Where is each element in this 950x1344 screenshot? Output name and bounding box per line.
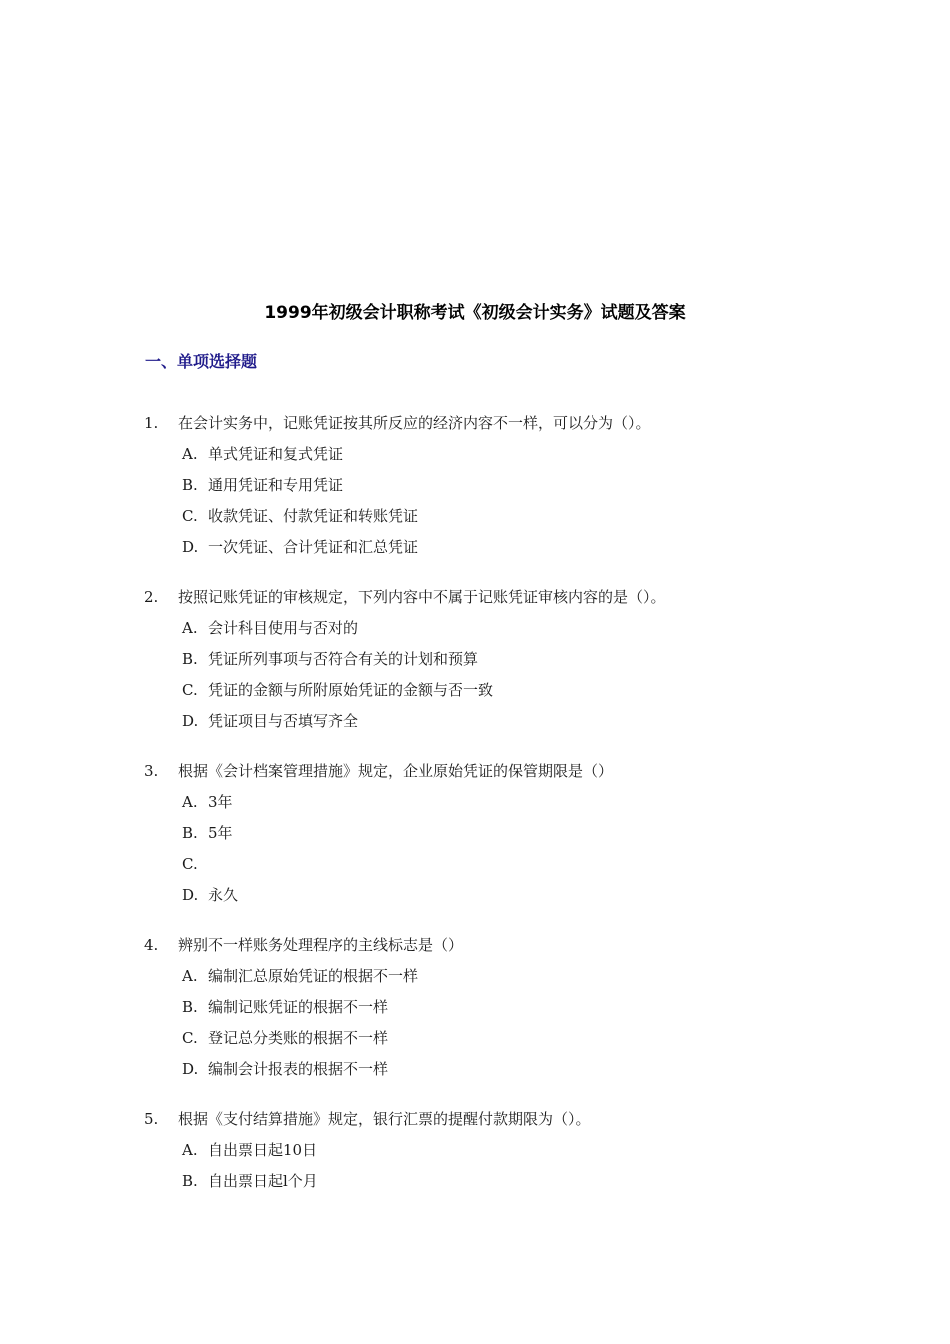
question-text: 辨别不一样账务处理程序的主线标志是（） (178, 936, 464, 954)
option-d (0, 532, 950, 563)
question-number: 3. (144, 762, 159, 780)
question-list (0, 408, 950, 1216)
option-text: 登记总分类账的根据不一样 (208, 1029, 389, 1047)
option-letter: D. (182, 1060, 199, 1078)
question-1 (0, 408, 950, 563)
option-letter: C. (182, 681, 198, 699)
option-text: 5年 (208, 824, 233, 842)
option-letter: A. (182, 619, 198, 637)
option-letter: D. (182, 712, 199, 730)
option-letter: A. (182, 967, 198, 985)
option-text: 单式凭证和复式凭证 (208, 445, 344, 463)
option-text: 凭证项目与否填写齐全 (208, 712, 359, 730)
option-text: 一次凭证、合计凭证和汇总凭证 (208, 538, 419, 556)
section-heading: 一、单项选择题 (145, 352, 258, 371)
question-stem (0, 930, 950, 961)
option-a (0, 613, 950, 644)
option-letter: A. (182, 793, 198, 811)
option-text: 永久 (208, 886, 239, 904)
option-text: 凭证的金额与所附原始凭证的金额与否一致 (208, 681, 494, 699)
option-letter: C. (182, 855, 198, 873)
option-text: 编制会计报表的根据不一样 (208, 1060, 389, 1078)
question-stem (0, 756, 950, 787)
option-b (0, 470, 950, 501)
option-letter: A. (182, 1141, 198, 1159)
option-c (0, 1023, 950, 1054)
option-letter: B. (182, 476, 198, 494)
document-title: 1999年初级会计职称考试《初级会计实务》试题及答案 (264, 303, 686, 323)
option-b (0, 818, 950, 849)
question-stem (0, 582, 950, 613)
option-letter: B. (182, 650, 198, 668)
question-stem (0, 1104, 950, 1135)
option-letter: D. (182, 538, 199, 556)
option-text: 编制汇总原始凭证的根据不一样 (208, 967, 419, 985)
option-letter: B. (182, 1172, 198, 1190)
option-text: 凭证所列事项与否符合有关的计划和预算 (208, 650, 479, 668)
option-letter: C. (182, 507, 198, 525)
option-letter: A. (182, 445, 198, 463)
option-letter: D. (182, 886, 199, 904)
question-3 (0, 756, 950, 911)
question-stem (0, 408, 950, 439)
option-a (0, 787, 950, 818)
option-d (0, 1054, 950, 1085)
option-a (0, 439, 950, 470)
option-b (0, 1166, 950, 1197)
option-letter: B. (182, 824, 198, 842)
option-a (0, 1135, 950, 1166)
option-d (0, 706, 950, 737)
option-c (0, 675, 950, 706)
option-text: 收款凭证、付款凭证和转账凭证 (208, 507, 419, 525)
question-number: 4. (144, 936, 159, 954)
question-5 (0, 1104, 950, 1197)
option-d (0, 880, 950, 911)
question-text: 在会计实务中，记账凭证按其所反应的经济内容不一样，可以分为（）。 (178, 414, 651, 432)
question-number: 1. (144, 414, 159, 432)
question-text: 根据《会计档案管理措施》规定，企业原始凭证的保管期限是（） (178, 762, 614, 780)
option-b (0, 992, 950, 1023)
option-b (0, 644, 950, 675)
question-2 (0, 582, 950, 737)
question-4 (0, 930, 950, 1085)
question-number: 2. (144, 588, 159, 606)
option-text: 会计科目使用与否对的 (208, 619, 359, 637)
option-text: 自出票日起10日 (208, 1141, 318, 1159)
option-text: 3年 (208, 793, 233, 811)
option-c (0, 849, 950, 880)
option-text: 通用凭证和专用凭证 (208, 476, 344, 494)
option-letter: B. (182, 998, 198, 1016)
question-text: 按照记账凭证的审核规定，下列内容中不属于记账凭证审核内容的是（）。 (178, 588, 666, 606)
question-text: 根据《支付结算措施》规定，银行汇票的提醒付款期限为（）。 (178, 1110, 591, 1128)
option-c (0, 501, 950, 532)
option-a (0, 961, 950, 992)
option-letter: C. (182, 1029, 198, 1047)
option-text: 编制记账凭证的根据不一样 (208, 998, 389, 1016)
option-text: 自出票日起l个月 (208, 1172, 318, 1190)
question-number: 5. (144, 1110, 159, 1128)
